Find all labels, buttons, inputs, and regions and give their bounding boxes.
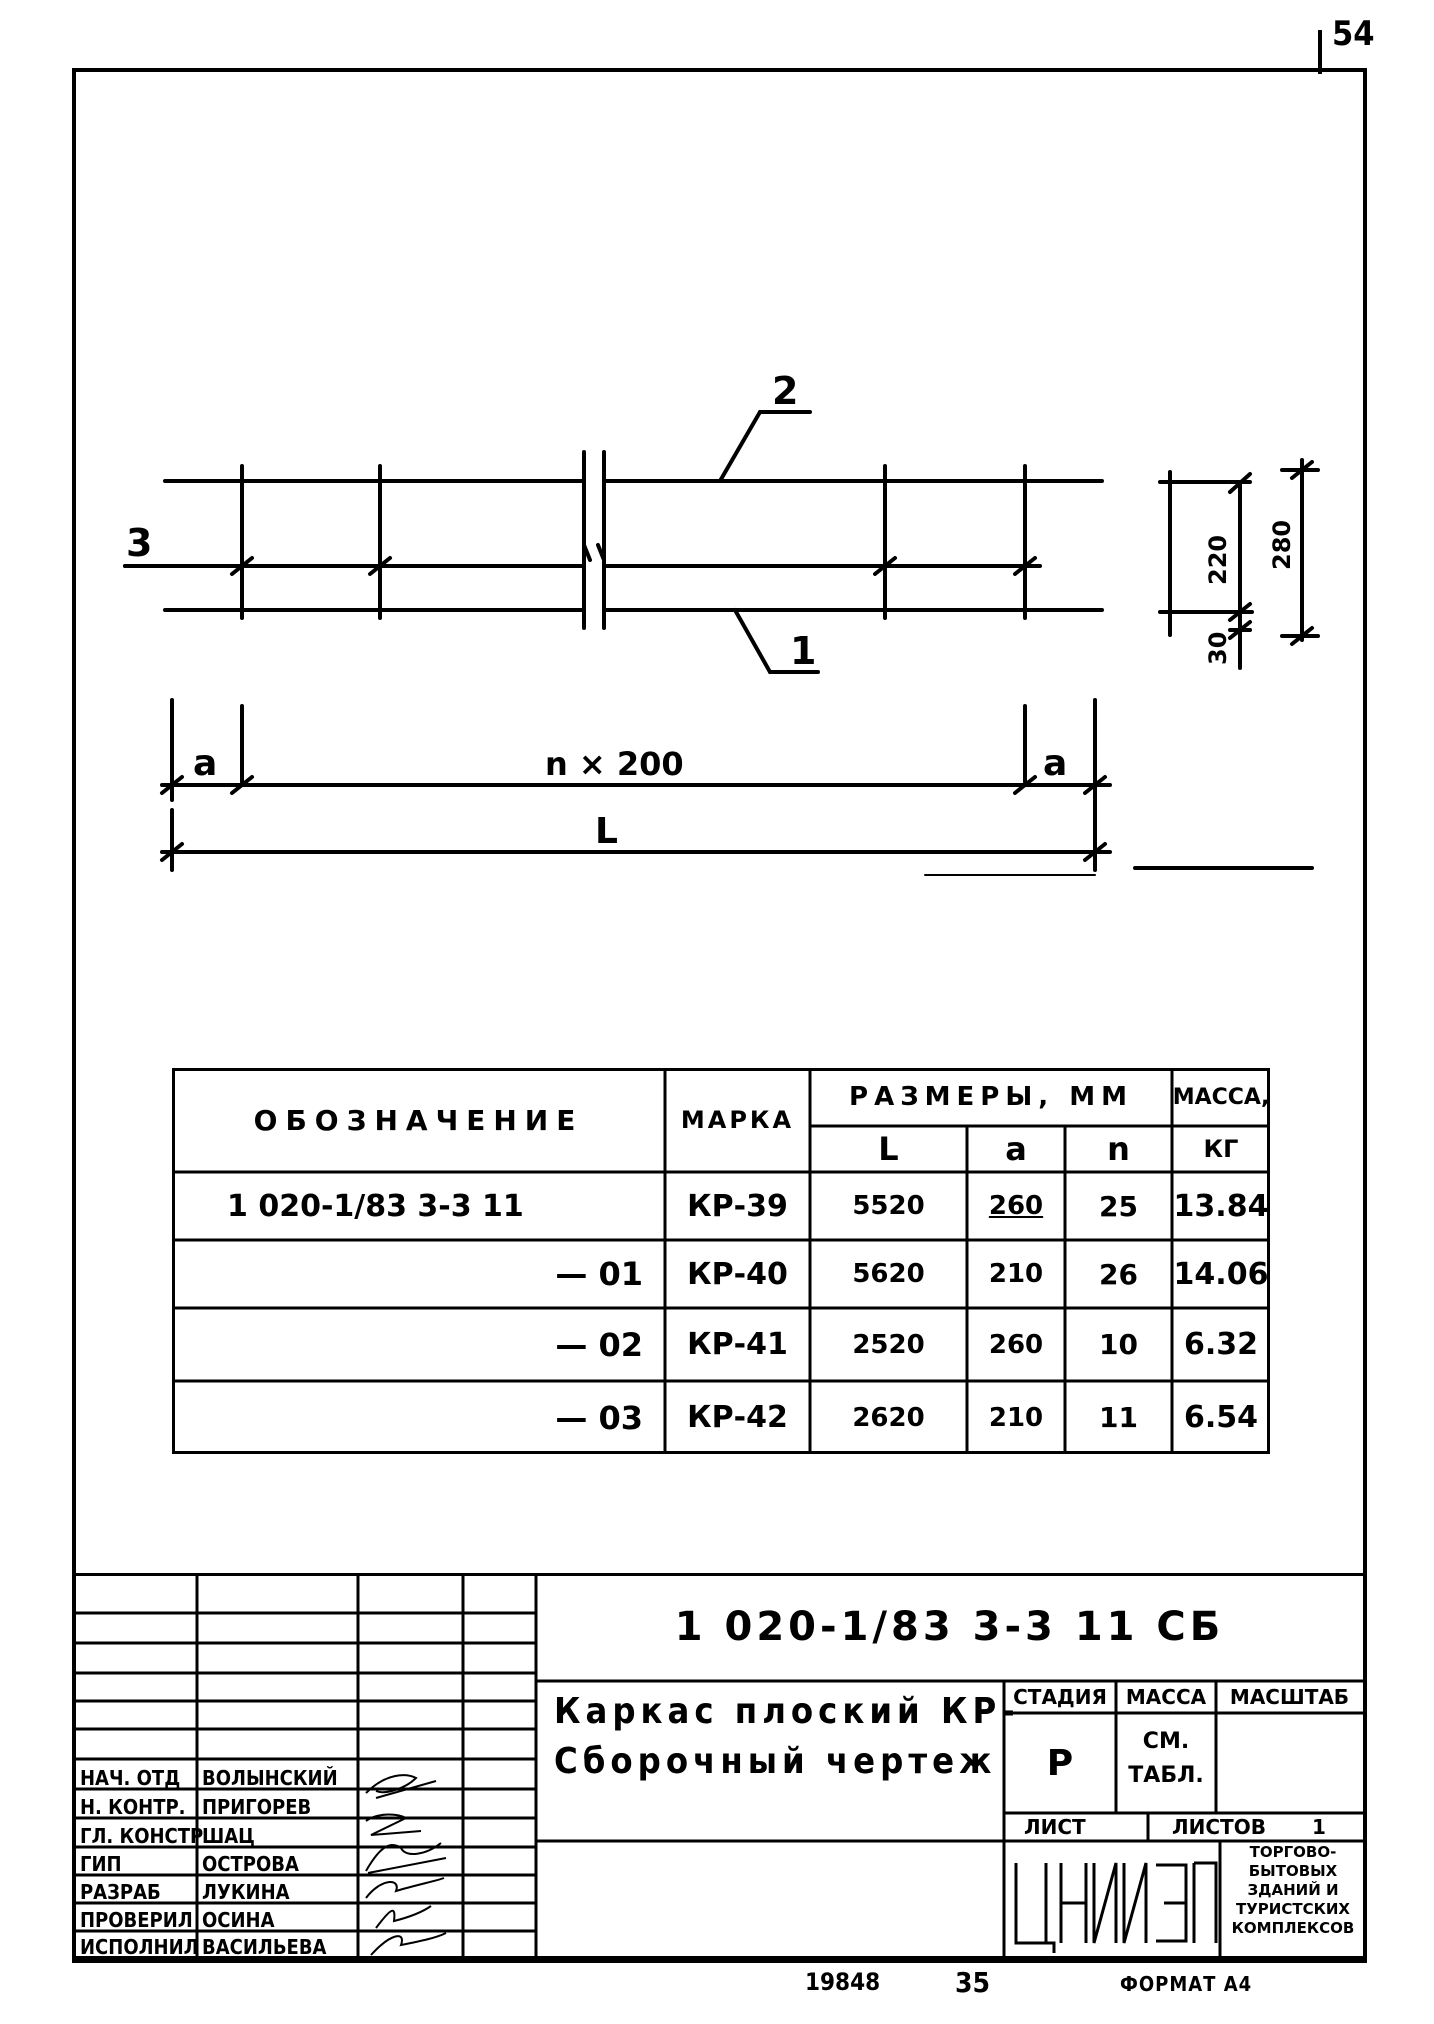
mass-value-1: СМ. [1142,1728,1190,1754]
row-3-a: 260 [988,1329,1044,1360]
row-4-a: 210 [988,1402,1044,1433]
page-number: 54 [1332,14,1375,54]
sig-name-2: ПРИГОРЕВ [202,1795,312,1819]
dim-n-200: n × 200 [545,745,684,783]
row-4-L: 2620 [852,1402,925,1433]
header-mark: МАРКА [680,1106,795,1134]
sheets-value: 1 [1312,1815,1326,1839]
sig-name-7: ВАСИЛЬЕВА [202,1935,327,1959]
sig-role-6: ПРОВЕРИЛ [80,1908,193,1932]
row-4-mark: КР-42 [687,1400,788,1435]
row-2-mark: КР-40 [687,1256,788,1292]
sig-role-7: ИСПОЛНИЛ [80,1935,199,1959]
sig-role-2: Н. КОНТР. [80,1795,186,1819]
dim-220: 220 [1204,534,1232,585]
header-mass-unit: КГ [1203,1135,1239,1163]
header-a: a [1005,1130,1027,1168]
row-2-L: 5620 [852,1259,925,1289]
row-4-n: 11 [1099,1401,1138,1434]
org-logo-text [1026,1873,1031,1874]
callout-2: 2 [772,369,799,413]
tsniiep-logo-icon [1016,1863,1216,1953]
row-2-mass: 14.06 [1173,1256,1269,1292]
sig-name-3: ШАЦ [202,1824,255,1848]
title-block [76,1573,1363,1959]
row-1-L: 5520 [852,1191,925,1221]
callout-3: 3 [126,521,153,565]
row-4-mass: 6.54 [1183,1400,1259,1435]
sig-role-4: ГИП [80,1852,122,1876]
header-L: L [878,1130,899,1168]
dim-a-right: a [1043,743,1068,784]
footer-page: 35 [955,1966,991,1999]
document-code: 1 020-1/83 3-3 11 СБ [674,1604,1225,1650]
row-4-designation: — 03 [555,1398,643,1437]
drawing-title-line1: Каркас плоский КР- [554,1691,1020,1732]
row-3-mass: 6.32 [1183,1327,1259,1362]
dim-30: 30 [1204,631,1232,665]
sig-role-1: НАЧ. ОТД [80,1766,181,1790]
row-3-n: 10 [1099,1328,1138,1361]
header-dimensions: РАЗМЕРЫ, ММ [849,1082,1133,1112]
dim-L: L [595,811,618,852]
org-name-line: ТОРГОВО- [1249,1843,1337,1861]
reinforcement-cage-drawing [0,0,1434,900]
org-name-line: ЗДАНИЙ И [1247,1881,1339,1899]
header-designation: ОБОЗНАЧЕНИЕ [253,1103,584,1137]
row-2-designation: — 01 [555,1255,643,1293]
dim-a-left: a [193,743,218,784]
sig-name-1: ВОЛЫНСКИЙ [202,1766,338,1790]
sig-role-3: ГЛ. КОНСТР [80,1824,204,1848]
row-1-mass: 13.84 [1173,1188,1269,1224]
row-1-a: 260 [988,1191,1044,1221]
dim-280: 280 [1268,519,1296,570]
drawing-title-line2: Сборочный чертеж [554,1741,997,1782]
sig-name-5: ЛУКИНА [202,1880,290,1904]
sig-role-5: РАЗРАБ [80,1880,161,1904]
header-mass: МАССА, [1172,1084,1270,1110]
row-2-n: 26 [1099,1257,1138,1291]
row-3-designation: — 02 [555,1325,643,1364]
org-name-line: КОМПЛЕКСОВ [1231,1919,1355,1937]
sheet-label: ЛИСТ [1024,1815,1086,1839]
scale-label: МАСШТАБ [1229,1685,1350,1709]
org-name-line: ТУРИСТСКИХ [1236,1900,1350,1918]
stage-value: Р [1046,1742,1074,1784]
sig-name-6: ОСИНА [202,1908,275,1932]
mass-label: МАССА [1125,1685,1207,1709]
row-1-n: 25 [1099,1189,1138,1223]
spec-table [172,1068,1270,1454]
inventory-number: 19848 [805,1968,881,1996]
sheets-label: ЛИСТОВ [1172,1815,1266,1839]
format-label: ФОРМАТ А4 [1120,1972,1253,1996]
row-2-a: 210 [988,1259,1044,1289]
mass-value-2: ТАБЛ. [1128,1762,1204,1788]
org-name-line: БЫТОВЫХ [1248,1862,1338,1880]
header-n: n [1107,1130,1130,1168]
row-1-mark: КР-39 [687,1188,788,1224]
callout-1: 1 [790,629,817,673]
stage-label: СТАДИЯ [1013,1685,1107,1709]
org-name [1224,1843,1362,1938]
row-3-L: 2520 [852,1329,925,1360]
row-3-mark: КР-41 [687,1327,788,1362]
sig-name-4: ОСТРОВА [202,1852,299,1876]
row-1-designation: 1 020-1/83 3-3 11 [227,1188,524,1224]
